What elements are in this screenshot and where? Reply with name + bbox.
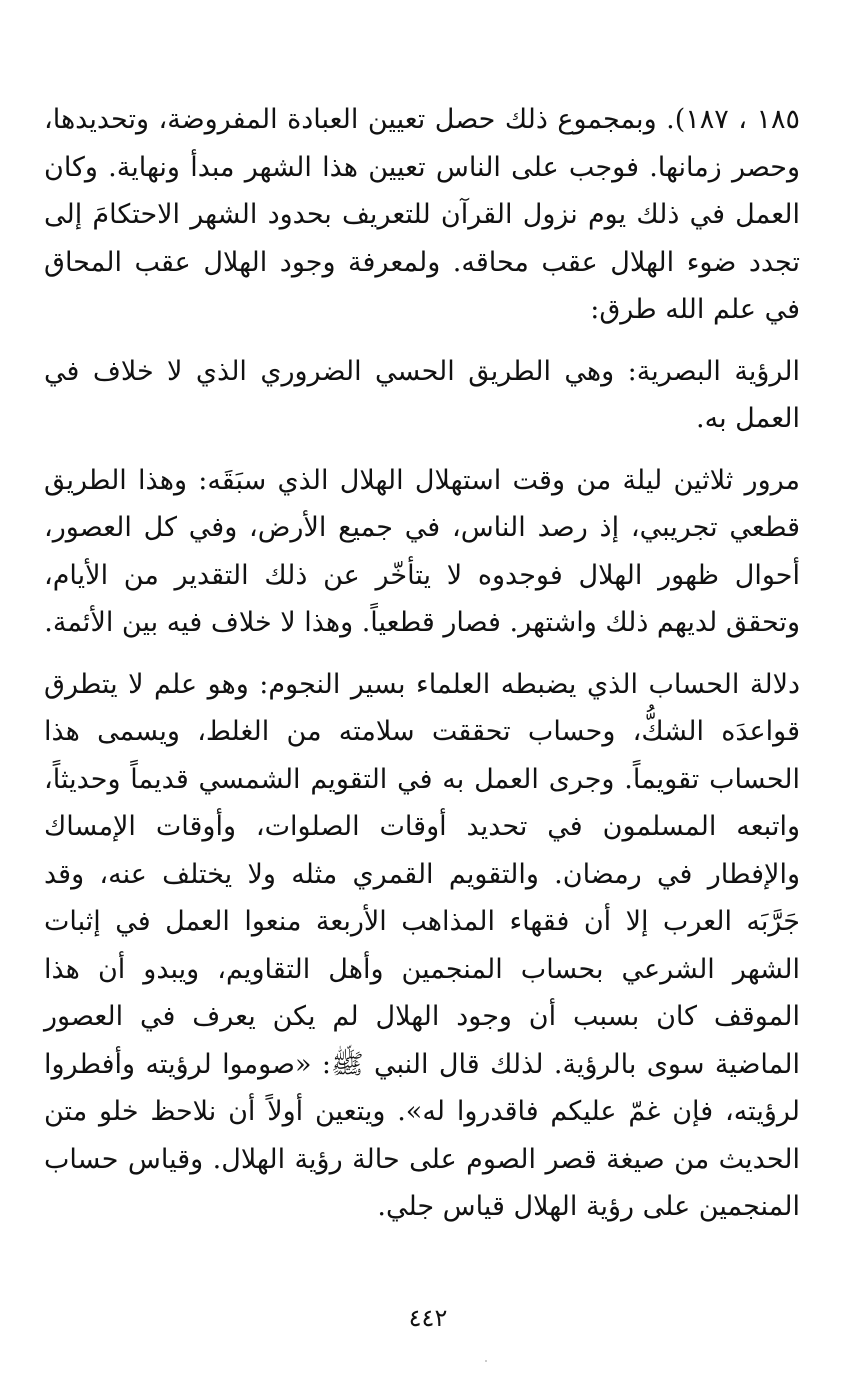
paragraph-visual-sighting: الرؤية البصرية: وهي الطريق الحسي الضروري الذي لا خلاف في العمل به. bbox=[44, 355, 800, 434]
page-number: ٤٤٢ bbox=[408, 1304, 448, 1332]
scan-speck bbox=[485, 1360, 487, 1362]
paragraph-astronomical-calculation: دلالة الحساب الذي يضبطه العلماء بسير النجوم: وهو علم لا يتطرق قواعدَه الشكُّ، وحساب تحققت سلامته من الغلط، ويسمى هذا الحساب تقويماً. وجرى العمل به في التقويم الشمسي قديماً وحديثاً، واتبعه المسلمون في تحديد أوقات الصلوات، وأوقات الإمساك والإفطار في رمضان. والتقويم القمري مثله ولا يختلف عنه، وقد جَرَّبَه العرب إلا أن فقهاء المذاهب الأربعة منعوا العمل في إثبات الشهر الشرعي بحساب المنجمين وأهل التقاويم، ويبدو أن هذا الموقف كان بسبب أن وجود الهلال لم يكن يعرف في العصور الماضية سوى بالرؤية. لذلك قال النبي ﷺ: «صوموا لرؤيته وأفطروا لرؤيته، فإن غمّ عليكم فاقدروا له». ويتعين أولاً أن نلاحظ خلو متن الحديث من صيغة قصر الصوم على حالة رؤية الهلال. وقياس حساب المنجمين على رؤية الهلال قياس جلي. bbox=[44, 668, 800, 1222]
paragraph-thirty-nights: مرور ثلاثين ليلة من وقت استهلال الهلال الذي سبَقَه: وهذا الطريق قطعي تجريبي، إذ رصد الناس، في جميع الأرض، وفي كل العصور، أحوال ظهور الهلال فوجدوه لا يتأخّر عن ذلك التقدير من الأيام، وتحقق لديهم ذلك واشتهر. فصار قطعياً. وهذا لا خلاف فيه بين الأئمة. bbox=[44, 464, 800, 638]
page-body bbox=[44, 96, 800, 1231]
paragraph-intro: ١٨٥ ، ١٨٧). وبمجموع ذلك حصل تعيين العبادة المفروضة، وتحديدها، وحصر زمانها. فوجب على الناس تعيين هذا الشهر مبدأ ونهاية. وكان العمل في ذلك يوم نزول القرآن للتعريف بحدود الشهر الاحتكامَ إلى تجدد ضوء الهلال عقب محاقه. ولمعرفة وجود الهلال عقب المحاق في علم الله طرق: bbox=[44, 104, 800, 325]
